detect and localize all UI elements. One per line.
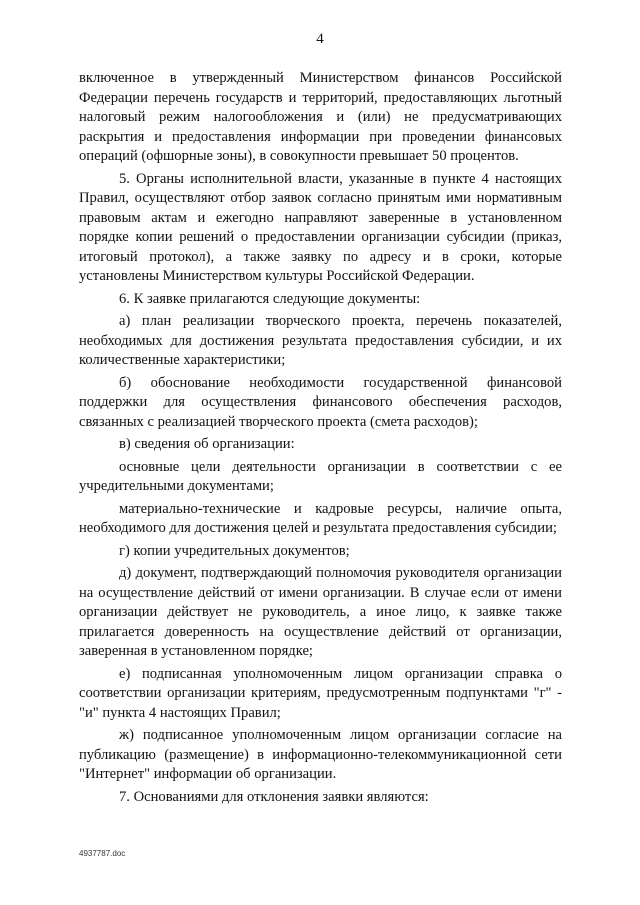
- document-file-name: 4937787.doc: [79, 849, 126, 858]
- paragraph-subitem-v: в) сведения об организации:: [119, 436, 295, 452]
- paragraph-offshore-continuation: включенное в утвержденный Министерством финансов Российской Федерации перечень государств и территорий, предоставляющих льготный налоговый режим налогообложения и (или) не предусматривающих раскрытия и предоставления информации при проведении финансовых операций (офшорные зоны), в совокупности превышает 50 процентов.: [79, 70, 562, 164]
- paragraph-item-7: 7. Основаниями для отклонения заявки являются:: [119, 788, 429, 805]
- page-number: 4: [316, 31, 324, 47]
- paragraph-subitem-a: а) план реализации творческого проекта, перечень показателей, необходимых для достижения результата предоставления субсидии, и их количественные характеристики;: [79, 313, 562, 368]
- paragraph-goals: основные цели деятельности организации в соответствии с ее учредительными документами;: [79, 458, 562, 494]
- paragraph-item-6: 6. К заявке прилагаются следующие документы:: [119, 290, 421, 307]
- paragraph-subitem-zh: ж) подписанное уполномоченным лицом организации согласие на публикацию (размещение) в информационно-телекоммуникационной сети "Интернет" информации об организации.: [79, 727, 562, 782]
- paragraph-resources: материально-технические и кадровые ресурсы, наличие опыта, необходимого для достижения целей и результата предоставления субсидии;: [79, 500, 562, 536]
- paragraph-subitem-g: г) копии учредительных документов;: [119, 542, 350, 559]
- paragraph-item-5: 5. Органы исполнительной власти, указанные в пункте 4 настоящих Правил, осуществляют отбор заявок согласно принятым ими нормативным правовым актам и ежегодно направляют заверенные в установленном порядке копии решений о предоставлении организации субсидии (приказ, итоговый протокол), а также заявку по адресу и в сроки, которые установлены Министерством культуры Российской Федерации.: [79, 170, 562, 284]
- paragraph-subitem-d: д) документ, подтверждающий полномочия руководителя организации на осуществление действий от имени организации. В случае если от имени организации действует не руководитель, а иное лицо, к заявке также прилагается доверенность на осуществление действий от организации, заверенная в установленном порядке;: [79, 565, 562, 659]
- paragraph-subitem-b: б) обоснование необходимости государственной финансовой поддержки для осуществления финансового обеспечения расходов, связанных с реализацией творческого проекта (смета расходов);: [79, 374, 562, 430]
- document-body: [79, 69, 562, 807]
- paragraph-subitem-e: е) подписанная уполномоченным лицом организации справка о соответствии организации критериям, предусмотренным подпунктами "г" - "и" пункта 4 настоящих Правил;: [79, 665, 562, 721]
